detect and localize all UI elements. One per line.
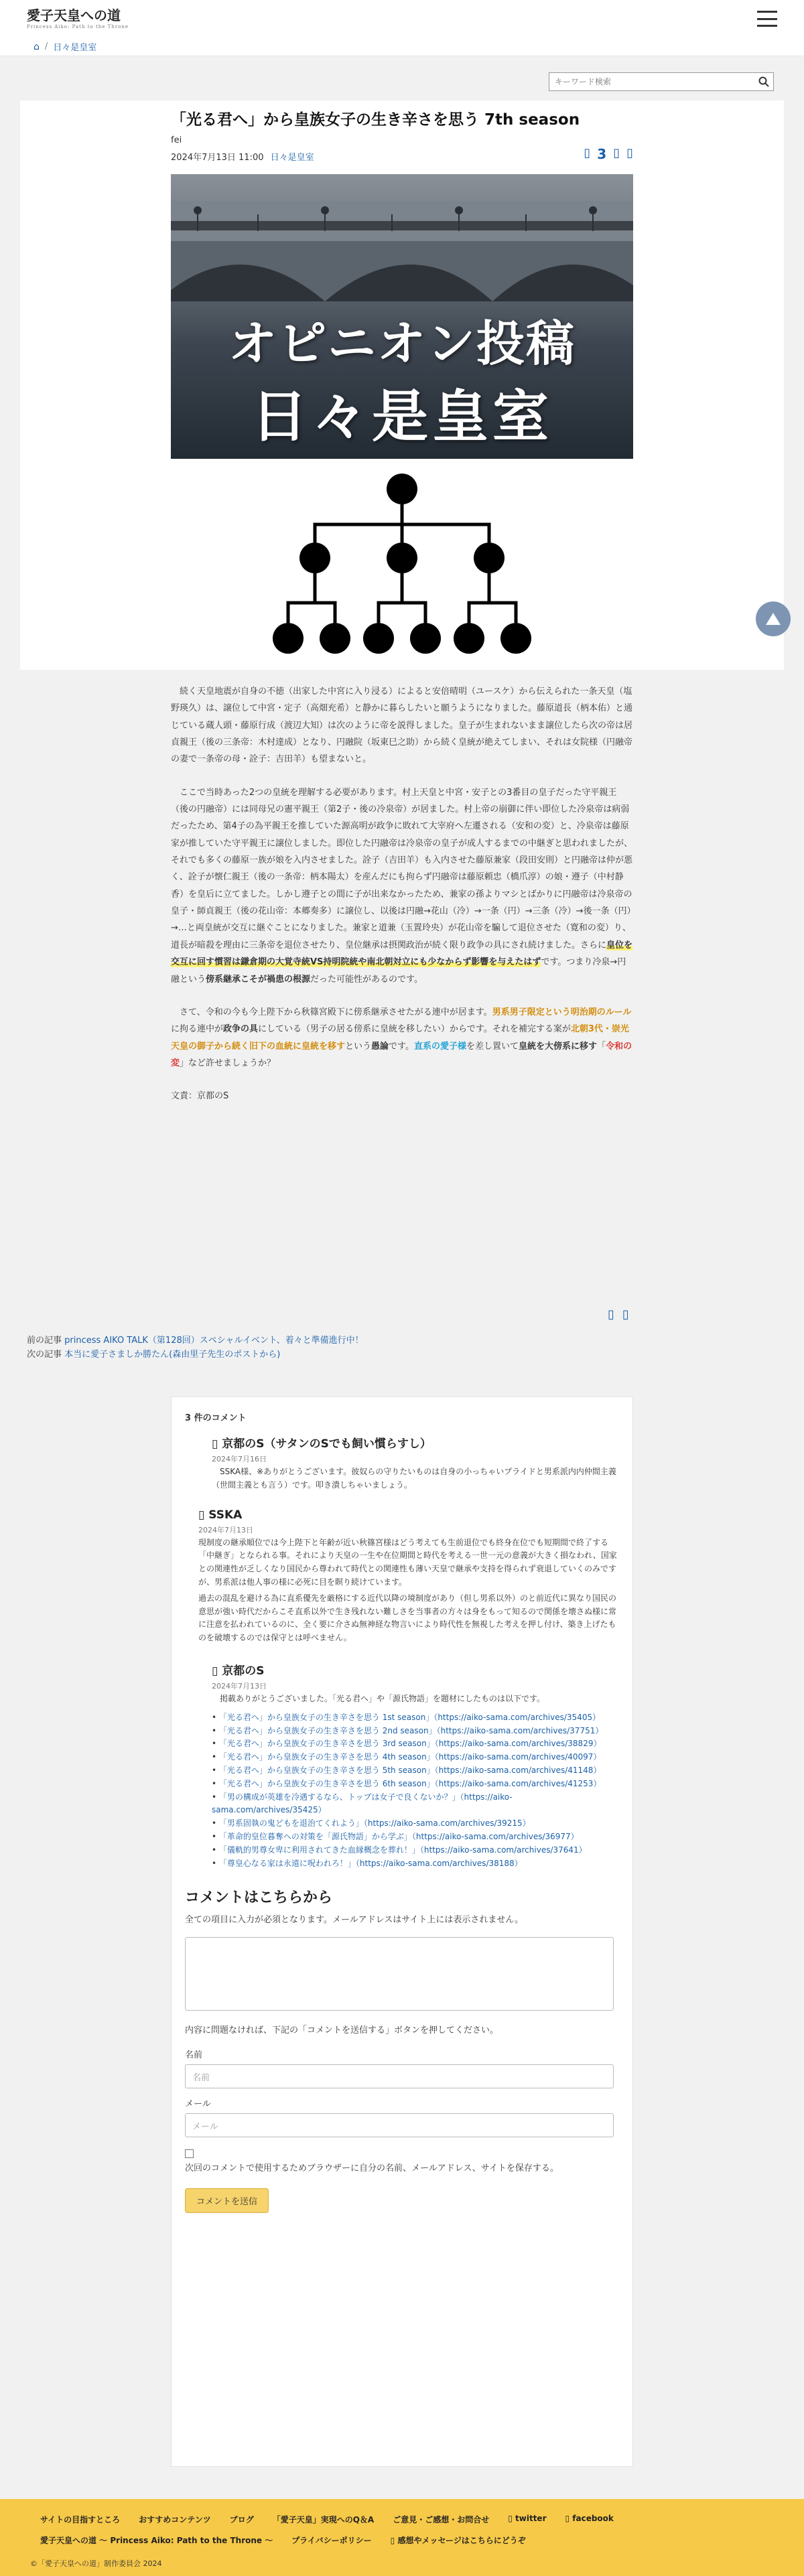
comment-textarea[interactable] xyxy=(185,1937,614,2011)
facebook-icon[interactable]: ▯ xyxy=(626,146,633,160)
home-icon[interactable]: ⌂ xyxy=(34,41,40,52)
hero-image xyxy=(171,174,633,459)
save-info-label: 次回のコメントで使用するためブラウザーに自分の名前、メールアドレス、サイトを保存する。 xyxy=(185,2163,559,2174)
facebook-label: facebook xyxy=(572,2514,614,2523)
footer-link[interactable]: サイトの目指すところ xyxy=(40,2515,121,2524)
comment-author-name: 京都のS xyxy=(222,1664,265,1678)
comment-item xyxy=(212,1661,619,1870)
comment-link-list xyxy=(212,1711,619,1871)
form-title: コメントはこちらから xyxy=(185,1889,333,1907)
red-highlight: 令和の変 xyxy=(171,1041,632,1068)
save-info-checkbox[interactable] xyxy=(185,2149,194,2158)
bookmark-icon[interactable]: ▯ xyxy=(584,146,591,160)
footer-link-message[interactable]: ▯ 感想やメッセージはこちらにどうぞ xyxy=(390,2536,526,2545)
archive-link[interactable]: 「男系固執の鬼どもを退治てくれよう」（https://aiko-sama.com/archives/39215） xyxy=(218,1818,531,1829)
archive-link[interactable]: 「光る君へ」から皇族女子の生き辛さを思う 6th season」（https://aiko-sama.com/archives/41253） xyxy=(218,1778,602,1788)
body-paragraph xyxy=(171,683,633,768)
comment-body xyxy=(212,1693,619,1706)
list-item[interactable] xyxy=(212,1831,619,1844)
article-body xyxy=(171,683,633,1121)
facebook-icon[interactable]: ▯ xyxy=(622,1307,629,1321)
list-item[interactable] xyxy=(212,1844,619,1857)
body-text: さて、令和の今も今上陛下から秋篠宮殿下に傍系継承させたがる連中が居ます。 xyxy=(180,1007,492,1017)
hero-title-line2: 日々是皇室 xyxy=(251,383,553,449)
archive-link[interactable]: 「光る君へ」から皇族女子の生き辛さを思う 1st season」（https://aiko-sama.com/archives/35405） xyxy=(218,1712,601,1722)
list-item[interactable] xyxy=(212,1764,619,1778)
twitter-icon[interactable]: ▯ xyxy=(613,146,620,160)
body-text: にしている（男子の居る傍系に皇統を移したい）からです。それを補完する案が xyxy=(258,1024,571,1035)
twitter-icon[interactable]: ▯ xyxy=(608,1307,614,1321)
comment-author-name: SSKA xyxy=(208,1508,243,1522)
comment-author xyxy=(198,1508,619,1522)
site-logo[interactable] xyxy=(27,9,129,29)
list-item[interactable] xyxy=(212,1751,619,1764)
body-paragraph-1: 続く天皇地震が自身の不徳（出家した中宮に入り浸る）によると安倍晴明（ユースケ）から伝えられた一条天皇（塩野瑛久）は、譲位して中宮・定子（高畑充希）と静かに暮らしたいと願うようになりました。藤原道長（柄本佑）と通じている蔵人頭・藤原行成（渡辺大知）は次のように帝を説得しました。皇子が生まれないまま譲位したら次の帝は居貞親王（後の三条帝：木村達成）となり、円融院（坂東巳之助）から続く皇統が絶えてしまい、それは女院様（円融帝の妻で一条帝の母・詮子：吉田羊）も望まないと。 xyxy=(171,687,633,765)
footer-link-facebook[interactable]: ▯ facebook xyxy=(565,2514,614,2523)
post-date: 2024年7月13日 11:00 xyxy=(171,153,264,163)
list-item[interactable] xyxy=(212,1711,619,1725)
comment-item xyxy=(212,1434,619,1492)
next-label: 次の記事 xyxy=(27,1349,62,1360)
user-icon: ▯ xyxy=(212,1437,218,1451)
archive-link[interactable]: 「男の構成が英雄を冷遇するなら、トップは女子で良くないか？」（https://aiko-sama.com/archives/35425） xyxy=(212,1792,513,1815)
footer-link[interactable]: おすすめコンテンツ xyxy=(139,2515,211,2524)
footer-links xyxy=(40,2514,764,2525)
footer-link[interactable]: プライバシーポリシー xyxy=(291,2536,372,2545)
list-item[interactable] xyxy=(212,1791,619,1818)
email-label: メール xyxy=(185,2099,211,2110)
site-header xyxy=(0,0,804,38)
breadcrumb-category[interactable]: 日々是皇室 xyxy=(53,43,97,53)
search-box xyxy=(549,72,774,91)
name-label: 名前 xyxy=(185,2050,203,2061)
comment-author xyxy=(212,1434,619,1451)
post-author[interactable]: fei xyxy=(171,135,182,145)
logo-text: 愛子天皇への道 xyxy=(27,7,121,23)
list-item[interactable] xyxy=(212,1817,619,1831)
body-text: だった可能性があるのです。 xyxy=(310,974,423,985)
share-count[interactable]: 3 xyxy=(597,146,607,162)
arrow-up-icon xyxy=(766,613,781,625)
footer-link[interactable]: 愛子天皇への道 〜 Princess Aiko: Path to the Throne 〜 xyxy=(40,2536,273,2545)
name-field[interactable]: 名前 xyxy=(185,2064,614,2088)
prev-label: 前の記事 xyxy=(27,1336,62,1346)
bridge-illustration xyxy=(171,201,633,301)
article-card xyxy=(20,100,784,670)
archive-link[interactable]: 「光る君へ」から皇族女子の生き辛さを思う 5th season」（https://aiko-sama.com/archives/41148） xyxy=(218,1765,602,1775)
comment-body xyxy=(198,1536,619,1645)
archive-link[interactable]: 「儀軌的男尊女卑に利用されてきた血縁概念を葬れ！」（https://aiko-sama.com/archives/37641） xyxy=(218,1845,587,1855)
list-item[interactable] xyxy=(212,1857,619,1871)
body-text: に拘る連中が xyxy=(171,1024,224,1035)
body-text: 「 xyxy=(597,1041,606,1052)
twitter-label: twitter xyxy=(515,2514,547,2523)
breadcrumb-separator: / xyxy=(44,42,48,52)
hero-title-line1: オピニオン投稿 xyxy=(228,315,576,372)
post-meta xyxy=(171,150,314,163)
copyright: ©「愛子天皇への道」制作委員会 2024 xyxy=(30,2559,162,2568)
comment-author-name: 京都のS（サタンのSでも飼い慣らすし） xyxy=(222,1437,431,1451)
footer-link[interactable]: 「愛子天皇」実現へのQ＆A xyxy=(272,2515,375,2524)
post-navigation xyxy=(27,1334,364,1362)
form-confirm-note: 内容に問題なければ、下記の「コメントを送信する」ボタンを押してください。 xyxy=(185,2025,499,2036)
email-field[interactable]: メール xyxy=(185,2113,614,2137)
scroll-to-top-button[interactable] xyxy=(756,601,791,636)
body-paragraph xyxy=(171,784,633,988)
comment-item xyxy=(198,1508,619,1645)
archive-link[interactable]: 「革命的皇位暮奪への対策を「源氏物語」から学ぶ」（https://aiko-sama.com/archives/36977） xyxy=(218,1831,579,1841)
orange-highlight: 男系男子限定という明治期のルール xyxy=(492,1007,632,1017)
body-text: 」など許せましょうか？ xyxy=(180,1058,276,1068)
footer-link[interactable]: ブログ xyxy=(229,2515,254,2524)
body-text: を差し置いて xyxy=(466,1041,519,1052)
search-icon[interactable] xyxy=(754,73,773,90)
bold-text: 愚論 xyxy=(371,1041,389,1052)
site-footer xyxy=(0,2499,804,2576)
bold-text: 皇統を大傍系に移す xyxy=(519,1041,598,1052)
list-item[interactable] xyxy=(212,1725,619,1738)
archive-link[interactable]: 「尊皇心なる家は永遠に呪われろ！」（https://aiko-sama.com/archives/38188） xyxy=(218,1858,523,1868)
post-category[interactable]: 日々是皇室 xyxy=(270,153,314,163)
body-text: です。 xyxy=(389,1041,415,1052)
comment-text: 掲載ありがとうございました。「光る君へ」や「源氏物語」を題材にしたものは以下です。 xyxy=(220,1693,545,1703)
comment-form xyxy=(185,1886,619,2213)
bold-text: 傍系継承こそが禍患の根源 xyxy=(206,974,311,985)
logo-subtitle: Princess Aiko: Path to the Throne xyxy=(27,23,129,29)
prev-post-link[interactable]: princess AIKO TALK（第128回）スペシャルイベント、着々と準備進行中！ xyxy=(64,1336,364,1346)
comment-count: 3 件のコメント xyxy=(185,1413,247,1423)
post-title: 「光る君へ」から皇族女子の生き辛さを思う 7th season xyxy=(171,111,580,129)
submit-comment-button[interactable]: コメントを送信 xyxy=(185,2188,269,2213)
breadcrumb xyxy=(0,38,804,56)
list-item[interactable] xyxy=(212,1737,619,1751)
body-paragraph-2: ここで当時あった2つの皇統を理解する必要があります。村上天皇と中宮・安子との3番目の皇子だった守平親王（後の円融帝）には同母兄の憲平親王（第2子・後の冷泉帝）が居ました。村上帝の崩御に伴い即位した冷泉帝は病弱だったため、第4子の為平親王を推していた源高明が政争に敗れて大宰府へ左遷される（安和の変）と、冷泉帝は藤原家が推していた守平親王に譲位しました。即位した円融帝は冷泉帝の皇子が成人するまでの中継ぎと思われましたが、それでも多くの藤原一族が娘を入内させました。詮子（吉田羊）も入内させた藤原兼家（段田安則）と円融帝は仲が悪く、詮子が懐仁親王（後の一条帝：柄本陽太）を産んだにも拘らず円融帝は藤原頼忠（橋爪淳）の娘・遵子（中村静香）を皇后に立てました。しかし遵子との間に子が出来なかったため、兼家の孫よりマシとばかりに円融帝は冷泉帝の皇子・師貞親王（後の花山帝：本郷奏多）に譲位し、以後は円融→花山（冷）→一条（円）→三条（冷）→後一条（円）→…と両皇統が交互に継ぐことになりました。兼家と道兼（玉置玲央）が花山帝を騙して退位させた（寛和の変）り、道長が暗殺を理由に三条帝を退位させたり、皇位継承は摂関政治が続く限り政争の具にされ続けました。さらに xyxy=(171,787,633,950)
archive-link[interactable]: 「光る君へ」から皇族女子の生き辛さを思う 4th season」（https://aiko-sama.com/archives/40097） xyxy=(218,1752,602,1762)
body-text: です。つまり冷泉→円融という xyxy=(171,957,626,985)
comment-text: SSKA様、※ありがとうございます。彼奴らの守りたいものは自身の小っちゃいプライドと男系派内内仲間主義（世間主義とも言う）です。叩き潰しちゃいましょう。 xyxy=(212,1467,616,1490)
message-label: 感想やメッセージはこちらにどうぞ xyxy=(397,2536,526,2545)
search-input[interactable] xyxy=(549,73,754,90)
archive-link[interactable]: 「光る君へ」から皇族女子の生き辛さを思う 2nd season」（https://aiko-sama.com/archives/37751） xyxy=(218,1725,604,1735)
comment-body xyxy=(212,1465,619,1492)
lineage-tree-icon xyxy=(271,472,533,656)
comment-date: 2024年7月13日 xyxy=(198,1525,253,1534)
footer-link[interactable]: ご意見・ご感想・お問合せ xyxy=(393,2515,490,2524)
comment-author xyxy=(212,1661,619,1678)
comment-text: 過去の混乱を避ける為に直系優先を厳格にする近代以降の境制度があり（但し男系以外）のと前近代に異なり国民の意思が強い時代だからこそ直系以外で生き残れない難しさを当事者の方々は身をもって知るので関係を壊さぬ様に常に注意を払われているのに、全く要に介さぬ無神経な物言いにより時代性を無視した考えを押し付け、築き上げたものを破壊するのでは保守とは呼べません。 xyxy=(198,1593,617,1643)
share-bar xyxy=(584,146,633,162)
body-text: という xyxy=(345,1041,372,1052)
user-icon: ▯ xyxy=(212,1664,218,1678)
comments-section xyxy=(171,1397,633,2467)
comment-date: 2024年7月13日 xyxy=(212,1681,267,1691)
comment-date: 2024年7月16日 xyxy=(212,1455,267,1463)
share-bar-bottom xyxy=(608,1307,629,1321)
footer-links-2 xyxy=(40,2534,764,2546)
list-item[interactable] xyxy=(212,1778,619,1791)
comment-text: 現制度の継承順位では今上陛下と年齢が近い秋篠宮様はどう考えても生前退位でも終身在位でも短期間で終了する「中継ぎ」となられる事。それにより天皇の一生や在位期間と時代を考える一世一元の意義が大きく損なわれ、国家との関連性が乏しくなり国民から尊われて時代との関連性も薄い天皇で継承や支持を得られず衰退していくのみですが、男系派は他人事の様に必死に目を瞑り続けています。 xyxy=(198,1537,617,1587)
archive-link[interactable]: 「光る君へ」から皇族女子の生き辛さを思う 3rd season」（https://aiko-sama.com/archives/38829） xyxy=(218,1739,602,1749)
orange-highlight: 北朝3代・崇光天皇の御子から続く旧下の血統に皇統を移す xyxy=(171,1024,629,1052)
body-paragraph xyxy=(171,1004,633,1072)
blue-highlight: 直系の愛子様 xyxy=(414,1041,467,1052)
author-line: 文責：京都のS xyxy=(171,1091,229,1102)
highlight-text: 皇位を交互に回す慣習は鎌倉期の大覚寺統VS持明院統や南北朝対立にも少なからず影響を与えたはず xyxy=(171,940,633,968)
next-post-link[interactable]: 本当に愛子さましか勝たん(森由里子先生のポストから) xyxy=(64,1349,281,1360)
menu-icon[interactable] xyxy=(757,11,777,27)
bold-text: 政争の具 xyxy=(223,1024,259,1035)
form-note: 全ての項目に入力が必須となります。メールアドレスはサイト上には表示されません。 xyxy=(185,1915,524,1926)
footer-link-twitter[interactable]: ▯ twitter xyxy=(508,2514,547,2523)
user-icon: ▯ xyxy=(198,1508,205,1522)
